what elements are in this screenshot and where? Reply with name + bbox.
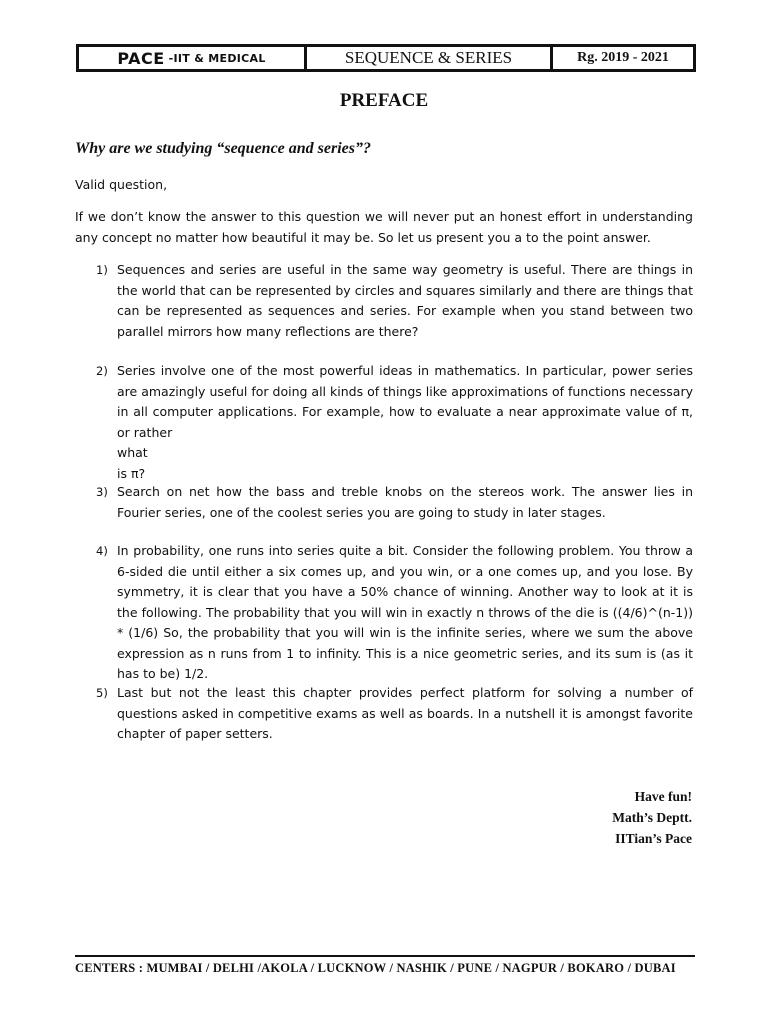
item-text: In probability, one runs into series quite a bit. Consider the following problem. You throw a 6-sided die until either a six comes up, and you win, or a one comes up, and you lose. By symmetry, it is clear that you have a 50% chance of winning. Another way to look at it is the following. The probability that you will win in exactly n throws of the die is ((4/6)^(n-1)) * (1/6) So, the probability that you will win is the infinite series, where we sum the above expression as n runs from 1 to infinity. This is a nice geometric series, and its sum is (as it has to be) 1/2. — [117, 543, 693, 681]
logo-tag: -IIT & MEDICAL — [168, 51, 266, 65]
list-item — [96, 482, 693, 523]
item-text: Last but not the least this chapter provides perfect platform for solving a number of questions asked in competitive exams as well as boards. In a nutshell it is amongst favorite chapter of paper setters. — [117, 685, 693, 741]
item-number: 5) — [96, 686, 108, 700]
item-text: Search on net how the bass and treble knobs on the stereos work. The answer lies in Fourier series, one of the coolest series you are going to study in later stages. — [117, 484, 693, 520]
intro-paragraph: If we don’t know the answer to this question we will never put an honest effort in understanding any concept no matter how beautiful it may be. So let us present you a to the point answer. — [75, 209, 693, 245]
item-text: Sequences and series are useful in the same way geometry is useful. There are things in the world that can be represented by circles and squares similarly and there are things that can be represented as sequences and series. For example when you stand between two parallel mirrors how many reflections are there? — [117, 262, 693, 339]
list-item — [96, 541, 693, 685]
intro-line: Valid question, — [75, 177, 168, 192]
signoff-line: Math’s Deptt. — [612, 810, 692, 825]
item-text: Series involve one of the most powerful ideas in mathematics. In particular, power series are amazingly useful for doing all kinds of things like approximations of functions necessary in all computer applications. For example, how to evaluate a near approximate value of π, or rather — [117, 363, 693, 440]
item-number: 2) — [96, 364, 108, 378]
page-title: PREFACE — [339, 90, 429, 111]
list-item — [96, 260, 693, 342]
item-number: 3) — [96, 485, 108, 499]
signoff — [612, 786, 692, 849]
signoff-line: Have fun! — [634, 789, 692, 804]
subject-title: SEQUENCE & SERIES — [307, 47, 553, 69]
batch-label: Rg. 2019 - 2021 — [577, 50, 669, 65]
page-header — [76, 44, 696, 72]
item-text-line3: is π? — [117, 465, 146, 481]
footer-centers: CENTERS : MUMBAI / DELHI /AKOLA / LUCKNOW / NASHIK / PUNE / NAGPUR / BOKARO / DUBAI — [75, 961, 676, 975]
item-text-line2: what — [117, 445, 148, 460]
list-item — [96, 361, 693, 484]
signoff-line: IITian’s Pace — [615, 831, 692, 846]
pace-logo — [79, 47, 307, 69]
question-heading: Why are we studying “sequence and series”? — [75, 140, 371, 157]
footer-divider — [75, 955, 695, 957]
logo-main: PACE — [117, 48, 165, 68]
item-number: 4) — [96, 544, 108, 558]
item-number: 1) — [96, 263, 108, 277]
list-item — [96, 683, 693, 745]
